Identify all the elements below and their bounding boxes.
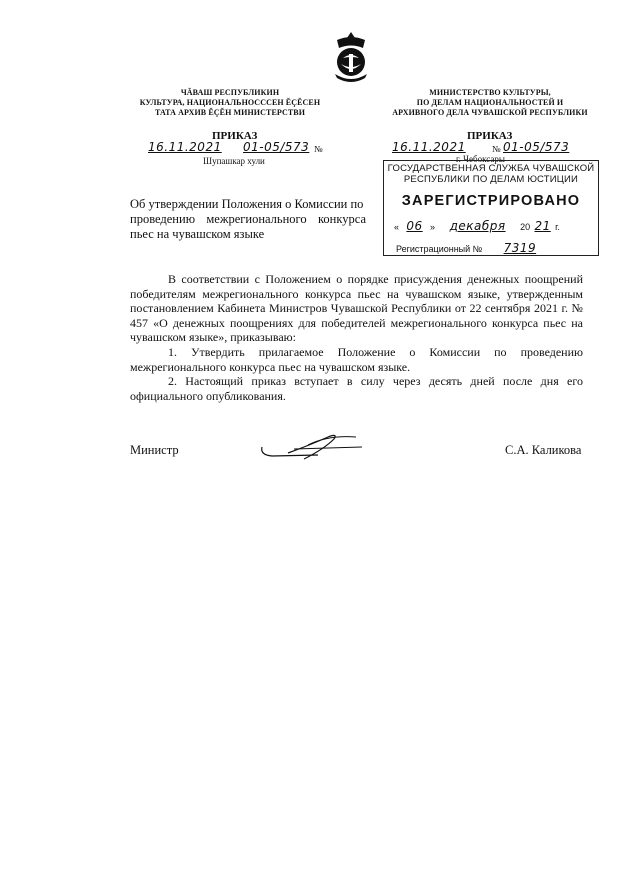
header-right-line2: ПО ДЕЛАМ НАЦИОНАЛЬНОСТЕЙ И xyxy=(416,98,564,107)
header-left-line2: КУЛЬТУРА, НАЦИОНАЛЬНОСССЕН ĔÇĔСЕН xyxy=(139,98,321,107)
stamp-org-line2: РЕСПУБЛИКИ ПО ДЕЛАМ ЮСТИЦИИ xyxy=(403,174,579,185)
registration-stamp xyxy=(383,160,599,256)
header-right-no-sign: № xyxy=(492,144,501,154)
stamp-date-line: « 06 » декабря 20 21 г. xyxy=(394,219,560,233)
header-right-line1: МИНИСТЕРСТВО КУЛЬТУРЫ, xyxy=(429,88,551,97)
handwritten-signature xyxy=(258,425,368,465)
header-right-line3: АРХИВНОГО ДЕЛА ЧУВАШСКОЙ РЕСПУБЛИКИ xyxy=(392,108,588,117)
stamp-year: 21 xyxy=(534,219,551,233)
header-left-no-sign: № xyxy=(314,144,323,154)
stamp-year-prefix: 20 xyxy=(520,222,531,232)
body-paragraph-2: 1. Утвердить прилагаемое Положение о Комиссии по проведению межрегионального конкурса пьес на чувашском языке. xyxy=(130,344,583,374)
body-paragraph-1: В соответствии с Положением о порядке присуждения денежных поощрений победителям межрегионального конкурса пьес на чувашском языке, утвержденным постановлением Кабинета Министров Чувашской Республики от 22 сентября 2021 г. № 457 «О денежных поощрениях для победителей межрегионального конкурса пьес на чувашском языке», приказываю: xyxy=(130,272,583,345)
header-left-date: 16.11.2021 xyxy=(148,140,222,154)
coat-of-arms-emblem xyxy=(329,28,373,84)
subject-line2: проведению межрегионального конкурса xyxy=(130,212,366,226)
stamp-year-suffix: г. xyxy=(555,222,560,232)
header-left-place: Шупашкар хули xyxy=(203,156,265,166)
header-right-prikaz: ПРИКАЗ xyxy=(467,130,513,142)
stamp-registered-text: ЗАРЕГИСТРИРОВАНО xyxy=(401,193,581,209)
header-right-date: 16.11.2021 xyxy=(392,140,466,154)
header-right-place: г. Чебоксары xyxy=(456,154,505,164)
stamp-reg-label: Регистрационный № xyxy=(396,244,483,254)
subject-line1: Об утверждении Положения о Комиссии по xyxy=(130,197,364,211)
stamp-org-line1: ГОСУДАРСТВЕННАЯ СЛУЖБА ЧУВАШСКОЙ xyxy=(387,163,595,174)
order-body xyxy=(130,272,583,403)
signatory-name: С.А. Каликова xyxy=(505,443,582,457)
stamp-reg-line xyxy=(396,241,596,255)
header-left-number: 01-05/573 xyxy=(243,140,310,154)
stamp-day: 06 xyxy=(406,219,423,233)
order-subject xyxy=(130,197,366,242)
header-left-line3: ТАТА АРХИВ ĔÇĔН МИНИСТЕРСТВИ xyxy=(154,108,306,117)
body-paragraph-3: 2. Настоящий приказ вступает в силу через десять дней после дня его официального опубликования. xyxy=(130,374,583,403)
header-left-line1: ЧĂВАШ РЕСПУБЛИКИН xyxy=(180,88,280,97)
header-right xyxy=(385,88,595,118)
header-left xyxy=(130,88,330,118)
header-left-prikaz: ПРИКАЗ xyxy=(212,130,258,142)
signatory-position: Министр xyxy=(130,443,179,457)
stamp-reg-number: 7319 xyxy=(503,241,537,255)
stamp-month: декабря xyxy=(449,219,506,233)
subject-line3: пьес на чувашском языке xyxy=(130,227,265,241)
header-right-number: 01-05/573 xyxy=(503,140,570,154)
